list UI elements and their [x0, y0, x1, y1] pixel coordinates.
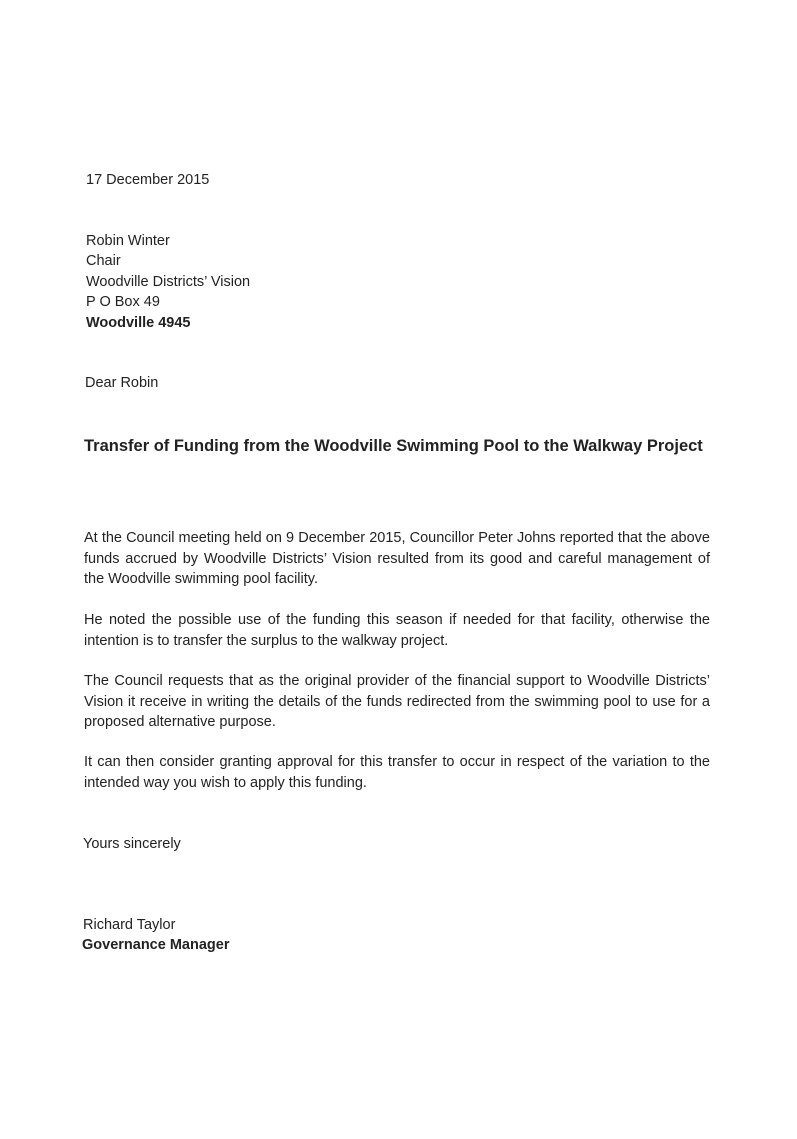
letter-date: 17 December 2015 — [86, 172, 210, 188]
body-paragraph-1: At the Council meeting held on 9 December 2015, Councillor Peter Johns reported that the above funds accrued by Woodville Districts’ Vision resulted from its good and careful management of the Woodville swimming pool facility. — [84, 530, 710, 587]
recipient-name: Robin Winter — [86, 233, 170, 249]
closing: Yours sincerely — [83, 836, 181, 852]
signatory-name: Richard Taylor — [83, 917, 176, 933]
letter-subject: Transfer of Funding from the Woodville Swimming Pool to the Walkway Project — [84, 437, 703, 455]
signatory-title: Governance Manager — [82, 937, 230, 953]
recipient-po-box: P O Box 49 — [86, 294, 160, 310]
body-paragraph-2: He noted the possible use of the funding this season if needed for that facility, otherwise the intention is to transfer the surplus to the walkway project. — [84, 612, 710, 649]
recipient-town-postcode: Woodville 4945 — [86, 315, 191, 331]
body-paragraph-3: The Council requests that as the original provider of the financial support to Woodville Districts’ Vision it receive in writing the details of the funds redirected from the swimming pool to use for a proposed alternative purpose. — [84, 673, 710, 730]
salutation: Dear Robin — [85, 375, 159, 391]
recipient-title: Chair — [86, 253, 121, 269]
body-paragraph-4: It can then consider granting approval for this transfer to occur in respect of the variation to the intended way you wish to apply this funding. — [84, 754, 710, 791]
recipient-organisation: Woodville Districts’ Vision — [86, 274, 251, 290]
